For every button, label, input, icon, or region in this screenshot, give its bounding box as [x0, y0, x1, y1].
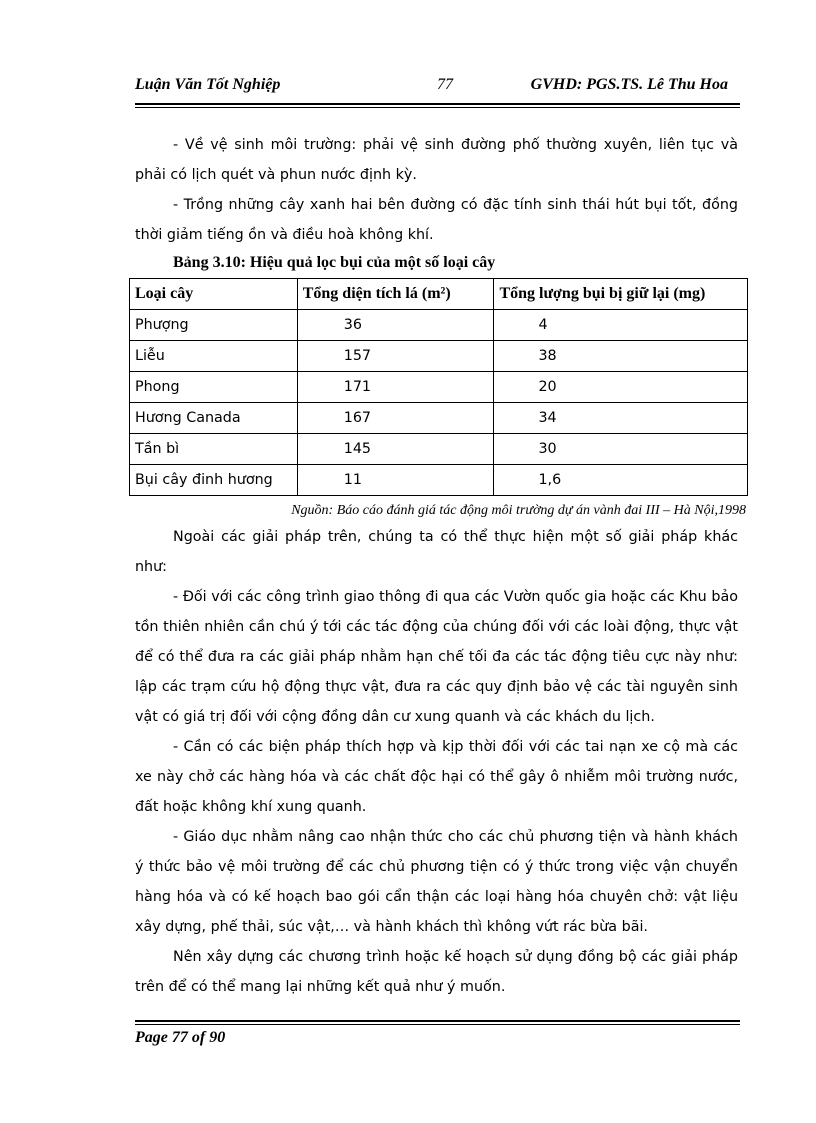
- table-cell: 157: [297, 341, 494, 372]
- table-cell: 38: [494, 341, 748, 372]
- footer-rule-thin: [135, 1024, 740, 1025]
- table-cell: 20: [494, 372, 748, 403]
- table-cell: 34: [494, 403, 748, 434]
- paragraph: - Đối với các công trình giao thông đi qua các Vườn quốc gia hoặc các Khu bảo tồn thiên nhiên cần chú ý tới các tác động của chúng đối với các loài động, thực vật để có thể đưa ra các giải pháp nhằm hạn chế tối đa các tác động tiêu cực này như: lập các trạm cứu hộ động thực vật, đưa ra các quy định bảo vệ các tài nguyên sinh vật có giá trị đối với cộng đồng dân cư xung quanh và các khách du lịch.: [135, 589, 738, 725]
- paragraph: Nên xây dựng các chương trình hoặc kế hoạch sử dụng đồng bộ các giải pháp trên để có thể mang lại những kết quả như ý muốn.: [135, 949, 738, 995]
- table-cell: 30: [494, 434, 748, 465]
- table-header-row: [130, 279, 748, 310]
- paragraph: - Giáo dục nhằm nâng cao nhận thức cho các chủ phương tiện và hành khách ý thức bảo vệ môi trường để các chủ phương tiện có ý thức trong việc vận chuyển hàng hóa và có kế hoạch bao gói cẩn thận các loại hàng hóa chuyên chở: vật liệu xây dựng, phế thải, súc vật,… và hành khách thì không vứt rác bừa bãi.: [135, 829, 738, 935]
- table-row: [130, 341, 748, 372]
- table-caption: Bảng 3.10: Hiệu quả lọc bụi của một số loại cây: [173, 254, 496, 271]
- table-cell: Bụi cây đinh hương: [130, 465, 298, 496]
- column-header: Tổng lượng bụi bị giữ lại (mg): [494, 279, 748, 310]
- table-row: [130, 465, 748, 496]
- column-header: Loại cây: [130, 279, 298, 310]
- table-cell: 36: [297, 310, 494, 341]
- document-title: Luận Văn Tốt Nghiệp: [135, 76, 281, 93]
- table-cell: 167: [297, 403, 494, 434]
- table-cell: Hương Canada: [130, 403, 298, 434]
- advisor-label: GVHD: PGS.TS. Lê Thu Hoa: [530, 76, 728, 93]
- table-cell: Liễu: [130, 341, 298, 372]
- dust-filter-table: [129, 278, 748, 496]
- header-rule-thin: [135, 107, 740, 108]
- paragraph: Ngoài các giải pháp trên, chúng ta có thể thực hiện một số giải pháp khác như:: [135, 529, 738, 575]
- page-header: [135, 76, 738, 98]
- table-row: [130, 310, 748, 341]
- table-source-note: Nguồn: Báo cáo đánh giá tác động môi trường dự án vành đai III – Hà Nội,1998: [291, 503, 746, 518]
- paragraph: - Trồng những cây xanh hai bên đường có đặc tính sinh thái hút bụi tốt, đồng thời giảm tiếng ồn và điều hoà không khí.: [135, 197, 738, 243]
- table-cell: Phượng: [130, 310, 298, 341]
- table-cell: 1,6: [494, 465, 748, 496]
- table-cell: 11: [297, 465, 494, 496]
- paragraph: - Về vệ sinh môi trường: phải vệ sinh đường phố thường xuyên, liên tục và phải có lịch quét và phun nước định kỳ.: [135, 137, 738, 183]
- table-row: [130, 434, 748, 465]
- table-cell: Phong: [130, 372, 298, 403]
- table-row: [130, 403, 748, 434]
- table-row: [130, 372, 748, 403]
- header-rule: [135, 103, 740, 105]
- table-cell: Tần bì: [130, 434, 298, 465]
- page-footer: Page 77 of 90: [135, 1029, 226, 1046]
- column-header: Tổng diện tích lá (m²): [297, 279, 494, 310]
- footer-rule: [135, 1020, 740, 1022]
- table-cell: 145: [297, 434, 494, 465]
- page-body: [135, 130, 746, 1002]
- table-cell: 4: [494, 310, 748, 341]
- paragraph: - Cần có các biện pháp thích hợp và kịp thời đối với các tai nạn xe cộ mà các xe này chở các hàng hóa và các chất độc hại có thể gây ô nhiễm môi trường nước, đất hoặc không khí xung quanh.: [135, 739, 738, 815]
- header-page-number: 77: [437, 76, 453, 93]
- table-cell: 171: [297, 372, 494, 403]
